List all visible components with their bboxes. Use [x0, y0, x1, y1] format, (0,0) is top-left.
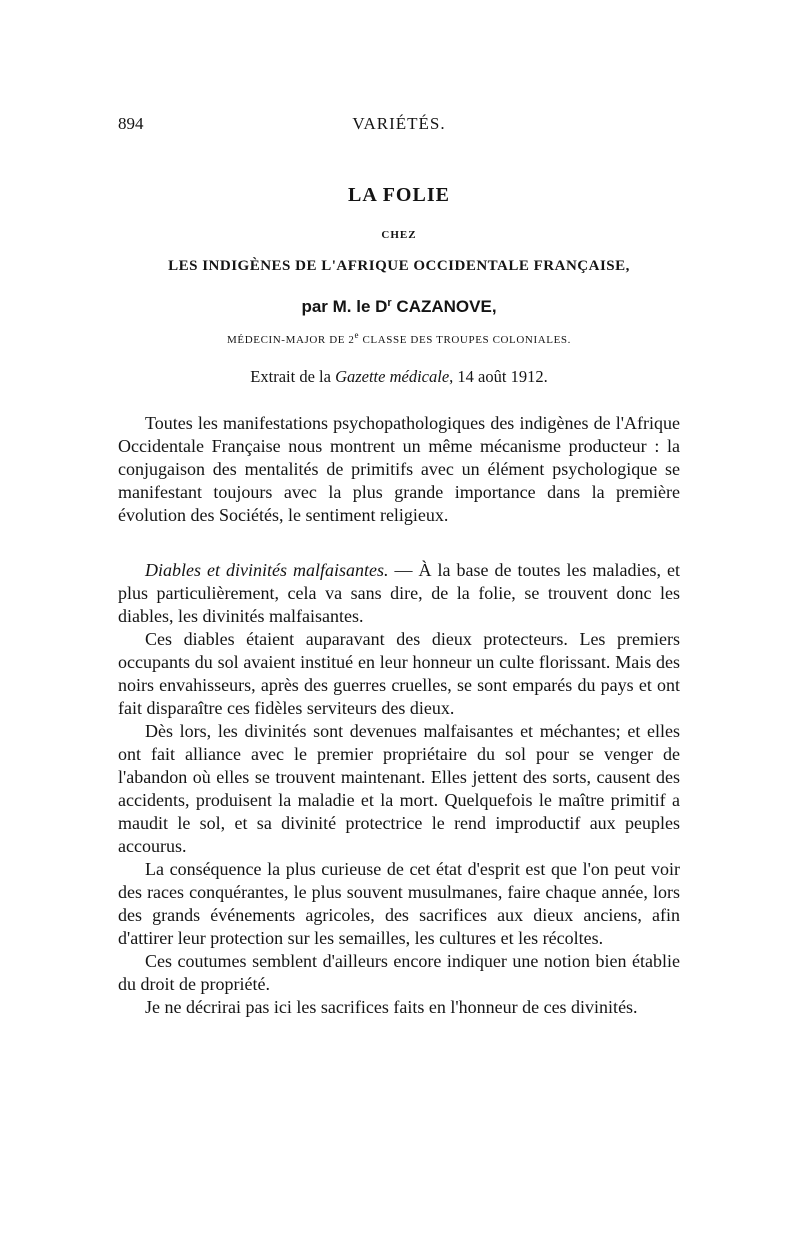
page-number: 894 — [118, 114, 144, 133]
author-prefix: par M. le D — [301, 297, 388, 316]
body-paragraph: Dès lors, les divinités sont devenues malfaisantes et méchantes; et elles ont fait alliance avec le premier propriétaire du sol pour se venger de l'abandon où elles se trouvent maintenant. Elles jettent des sorts, causent des accidents, produisent la maladie et la mort. Quelquefois le maître primitif a maudit le sol, et sa divinité protectrice le rend improductif aux peuples accourus. — [118, 721, 680, 856]
section-first-text: — À la base de toutes les maladies, et plus particulièrement, cela va sans dire, de la folie, se trouvent donc les diables, les divinités malfaisantes. — [118, 560, 680, 626]
body-paragraph: Ces coutumes semblent d'ailleurs encore indiquer une notion bien établie du droit de propriété. — [118, 951, 680, 994]
affiliation-prefix: MÉDECIN-MAJOR DE 2 — [227, 334, 355, 346]
affiliation-superscript: e — [354, 330, 360, 340]
citation-suffix: , 14 août 1912. — [449, 367, 548, 386]
citation-prefix: Extrait de la — [250, 367, 336, 386]
running-head-section: VARIÉTÉS. — [352, 114, 446, 133]
author-line — [118, 297, 680, 317]
body-paragraph: Ces diables étaient auparavant des dieux protecteurs. Les premiers occupants du sol avaient institué en leur honneur un culte florissant. Mais des noirs envahisseurs, après des guerres cruelles, se sont emparés du pays et ont fait disparaître ces fidèles serviteurs des dieux. — [118, 629, 680, 718]
source-citation — [118, 367, 680, 387]
section-heading: Diables et divinités malfaisantes. — [145, 560, 389, 580]
author-superscript: r — [387, 297, 392, 309]
intro-paragraph: Toutes les manifestations psychopathologiques des indigènes de l'Afrique Occidentale Française nous montrent un même mécanisme producteur : la conjugaison des mentalités de primitifs avec un élément psychologique se manifestant toujours avec la plus grande importance dans la première évolution des Sociétés, le sentiment religieux. — [118, 413, 680, 525]
article-subtitle: LES INDIGÈNES DE L'AFRIQUE OCCIDENTALE FRANÇAISE, — [168, 258, 630, 274]
article-body — [118, 412, 680, 1019]
citation-journal: Gazette médicale — [335, 367, 450, 386]
body-paragraph: La conséquence la plus curieuse de cet état d'esprit est que l'on peut voir des races conquérantes, le plus souvent musulmanes, faire chaque année, lors des grands événements agricoles, des sacrifices aux dieux anciens, afin d'attirer leur protection sur les semailles, les cultures et les récoltes. — [118, 859, 680, 948]
affiliation-suffix: CLASSE DES TROUPES COLONIALES. — [359, 334, 571, 346]
article-title: LA FOLIE — [348, 184, 450, 206]
article-subtitle-chez: CHEZ — [381, 229, 417, 241]
body-paragraph: Je ne décrirai pas ici les sacrifices faits en l'honneur de ces divinités. — [145, 997, 638, 1017]
section-first-paragraph — [118, 559, 680, 628]
running-head — [118, 114, 680, 138]
author-affiliation — [118, 330, 680, 346]
author-name: CAZANOVE, — [391, 297, 497, 316]
